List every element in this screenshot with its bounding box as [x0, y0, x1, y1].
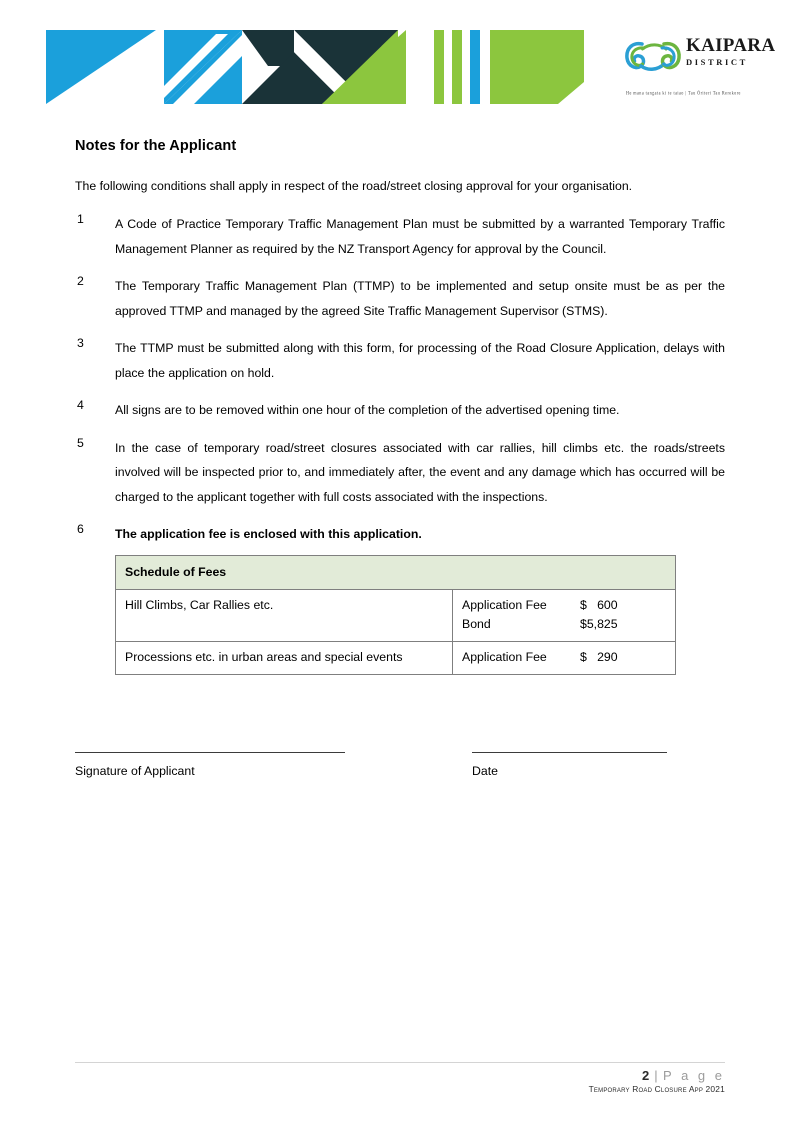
fee-line [462, 596, 666, 615]
fee-label: Application Fee [462, 649, 547, 664]
date-field[interactable] [472, 752, 667, 778]
condition-number: 6 [77, 522, 84, 536]
schedule-of-fees-table-wrapper [115, 555, 675, 675]
intro-paragraph: The following conditions shall apply in respect of the road/street closing approval for your organisation. [75, 179, 633, 193]
condition-item [75, 522, 725, 547]
fee-amount: $ 290 [580, 649, 618, 664]
condition-text: The TTMP must be submitted along with this form, for processing of the Road Closure Application, delays with place the application on hold. [115, 341, 725, 380]
fee-amount: $5,825 [580, 616, 618, 631]
footer-document-reference: Temporary Road Closure App 2021 [588, 1084, 725, 1094]
fee-description-cell: Hill Climbs, Car Rallies etc. [116, 589, 453, 641]
condition-text: In the case of temporary road/street closures associated with car rallies, hill climbs etc. the roads/streets involved will be inspected prior to, and immediately after, the event and any damage which has occurred will be charged to the applicant together with full costs associated with the inspections. [115, 440, 725, 504]
chevron-banner-graphic [46, 26, 606, 108]
logo-name-kaipara: KAIPARA [686, 35, 776, 56]
footer-page-number: 2 [642, 1068, 650, 1083]
logo-wordmark [686, 35, 776, 67]
fee-label: Application Fee [462, 597, 547, 612]
condition-item [75, 436, 725, 510]
table-header-row [116, 555, 676, 589]
page-header [46, 26, 776, 108]
condition-text: A Code of Practice Temporary Traffic Management Plan must be submitted by a warranted Temporary Traffic Management Planner as required by the NZ Transport Agency for approval by the Council. [115, 217, 725, 256]
condition-number: 3 [77, 336, 84, 350]
signature-caption: Signature of Applicant [75, 764, 195, 778]
condition-number: 2 [77, 274, 84, 288]
page-title: Notes for the Applicant [75, 138, 237, 154]
fee-amount-cell [453, 641, 676, 674]
page-footer [75, 1062, 725, 1094]
logo-tagline: He mana tangata ki te taiao | Tau Ōriteri Tau Rerekore [626, 90, 741, 96]
condition-item [75, 398, 725, 423]
logo-name-district: DISTRICT [686, 57, 748, 67]
fee-label: Bond [462, 616, 491, 631]
condition-item [75, 212, 725, 261]
condition-text: The application fee is enclosed with this application. [115, 527, 422, 541]
condition-text: All signs are to be removed within one hour of the completion of the advertised opening time. [115, 403, 620, 417]
condition-number: 1 [77, 212, 84, 226]
table-heading-cell: Schedule of Fees [116, 555, 676, 589]
condition-number: 4 [77, 398, 84, 412]
document-body [75, 138, 725, 675]
footer-divider [75, 1062, 725, 1063]
footer-separator: | [654, 1068, 659, 1083]
council-logo [624, 30, 776, 102]
conditions-list [75, 212, 725, 547]
date-line [472, 752, 667, 753]
fee-line [462, 648, 666, 667]
condition-item [75, 274, 725, 323]
signature-of-applicant-field[interactable] [75, 752, 345, 778]
fee-amount: $ 600 [580, 597, 618, 612]
table-row [116, 641, 676, 674]
koru-spiral-icon [624, 38, 682, 76]
date-caption: Date [472, 764, 498, 778]
condition-number: 5 [77, 435, 84, 450]
table-row [116, 589, 676, 641]
condition-item [75, 336, 725, 385]
fee-line [462, 615, 666, 634]
footer-page-word: P a g e [663, 1068, 725, 1083]
page-number-block [75, 1069, 725, 1082]
fee-description-cell: Processions etc. in urban areas and special events [116, 641, 453, 674]
signature-line [75, 752, 345, 753]
condition-text: The Temporary Traffic Management Plan (TTMP) to be implemented and setup onsite must be as per the approved TTMP and managed by the agreed Site Traffic Management Supervisor (STMS). [115, 279, 725, 318]
schedule-of-fees-table [115, 555, 676, 675]
signature-block [75, 752, 725, 802]
fee-amount-cell [453, 589, 676, 641]
